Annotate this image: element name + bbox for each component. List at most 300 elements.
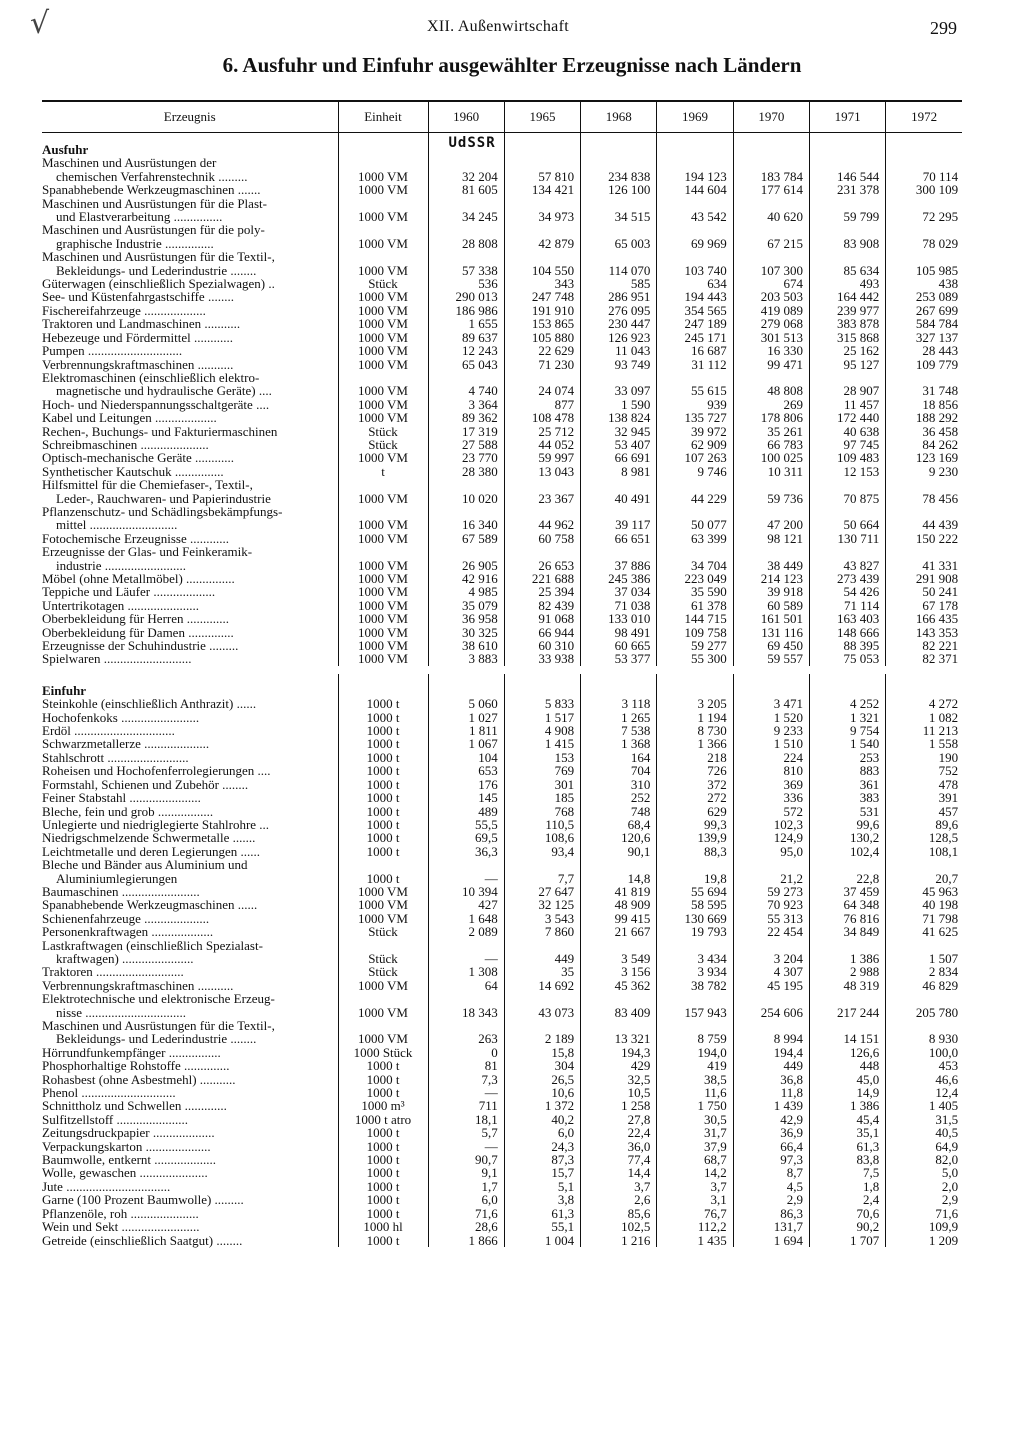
value-cell-1970: 3 204 xyxy=(733,939,809,966)
unit-cell: 1000 VM xyxy=(338,398,428,411)
table-row xyxy=(42,939,962,966)
value-cell-1969: 14,2 xyxy=(657,1166,733,1179)
value-cell-1972: 123 169 xyxy=(886,451,962,464)
running-head: XII. Außenwirtschaft xyxy=(427,18,569,35)
table-row xyxy=(42,1180,962,1193)
section-value-cell xyxy=(657,674,733,697)
section-unit-cell xyxy=(338,674,428,697)
table-row xyxy=(42,764,962,777)
value-cell-1969: 58 595 xyxy=(657,898,733,911)
value-cell-1972: 72 295 xyxy=(886,197,962,224)
unit-cell: t xyxy=(338,465,428,478)
value-cell-1960: 711 xyxy=(428,1099,504,1112)
value-cell-1965: 877 xyxy=(504,398,580,411)
product-name-line: Hörrundfunkempfänger ................ xyxy=(42,1044,221,1060)
value-cell-1965: 60 310 xyxy=(504,639,580,652)
unit-cell: 1000 t xyxy=(338,778,428,791)
unit-cell: 1000 VM xyxy=(338,992,428,1019)
unit-cell: 1000 VM xyxy=(338,626,428,639)
product-name-line: Oberbekleidung für Herren ............. xyxy=(42,611,229,627)
product-name-cell xyxy=(42,371,338,398)
data-table xyxy=(42,100,962,1247)
table-row xyxy=(42,599,962,612)
value-cell-1965: 2 189 xyxy=(504,1019,580,1046)
product-name-line: Spanabhebende Werkzeugmaschinen ....... xyxy=(42,182,261,198)
col-header-1968: 1968 xyxy=(581,101,657,133)
value-cell-1971: 109 483 xyxy=(809,451,885,464)
value-cell-1972: 478 xyxy=(886,778,962,791)
product-name-cell xyxy=(42,532,338,545)
value-cell-1960: — xyxy=(428,858,504,885)
value-cell-1960: 38 610 xyxy=(428,639,504,652)
product-name-cell xyxy=(42,545,338,572)
unit-cell: 1000 VM xyxy=(338,411,428,424)
section-header-row xyxy=(42,133,962,157)
unit-cell: 1000 VM xyxy=(338,156,428,183)
value-cell-1965: 108 478 xyxy=(504,411,580,424)
value-cell-1965: 105 880 xyxy=(504,331,580,344)
value-cell-1965: 108,6 xyxy=(504,831,580,844)
value-cell-1968: 32 945 xyxy=(581,425,657,438)
product-name-cell xyxy=(42,612,338,625)
value-cell-1971: 361 xyxy=(809,778,885,791)
value-cell-1970: 36,8 xyxy=(733,1073,809,1086)
value-cell-1972: 457 xyxy=(886,805,962,818)
value-cell-1969: 1 435 xyxy=(657,1234,733,1247)
table-row xyxy=(42,344,962,357)
value-cell-1965: 5 833 xyxy=(504,697,580,710)
value-cell-1968: 3,7 xyxy=(581,1180,657,1193)
product-name-line: Synthetischer Kautschuk ............... xyxy=(42,463,224,479)
value-cell-1971: 59 799 xyxy=(809,197,885,224)
value-cell-1970: 161 501 xyxy=(733,612,809,625)
value-cell-1971: 83,8 xyxy=(809,1153,885,1166)
product-name-line: Rechen-, Buchungs- und Fakturiermaschinen xyxy=(42,423,278,439)
product-name-line: Kabel und Leitungen ................... xyxy=(42,410,217,426)
value-cell-1969: 112,2 xyxy=(657,1220,733,1233)
value-cell-1965: 104 550 xyxy=(504,250,580,277)
product-name-cell xyxy=(42,1234,338,1247)
value-cell-1965: 221 688 xyxy=(504,572,580,585)
product-name-line: See- und Küstenfahrgastschiffe ........ xyxy=(42,289,234,305)
value-cell-1969: 223 049 xyxy=(657,572,733,585)
table-row xyxy=(42,465,962,478)
table-row xyxy=(42,1140,962,1153)
value-cell-1971: 70,6 xyxy=(809,1207,885,1220)
value-cell-1960: 42 916 xyxy=(428,572,504,585)
table-row xyxy=(42,1046,962,1059)
table-row xyxy=(42,398,962,411)
value-cell-1965: 1 415 xyxy=(504,737,580,750)
value-cell-1970: 4 307 xyxy=(733,965,809,978)
value-cell-1970: 107 300 xyxy=(733,250,809,277)
unit-cell: Stück xyxy=(338,425,428,438)
value-cell-1971: 25 162 xyxy=(809,344,885,357)
product-name-line: Bleche, fein und grob ................. xyxy=(42,803,214,819)
value-cell-1971: 37 459 xyxy=(809,885,885,898)
col-header-einheit: Einheit xyxy=(338,101,428,133)
product-name-line: Garne (100 Prozent Baumwolle) ......... xyxy=(42,1192,244,1208)
value-cell-1972: 188 292 xyxy=(886,411,962,424)
value-cell-1971: 35,1 xyxy=(809,1126,885,1139)
value-cell-1972: 8 930 xyxy=(886,1019,962,1046)
product-name-line: Pflanzenschutz- und Schädlingsbekämpfungs- xyxy=(42,503,283,519)
value-cell-1970: 22 454 xyxy=(733,925,809,938)
value-cell-1970: 1 510 xyxy=(733,737,809,750)
col-header-1960: 1960 xyxy=(428,101,504,133)
value-cell-1960: 89 362 xyxy=(428,411,504,424)
value-cell-1970: 97,3 xyxy=(733,1153,809,1166)
table-row xyxy=(42,358,962,371)
value-cell-1969: 62 909 xyxy=(657,438,733,451)
table-row xyxy=(42,925,962,938)
value-cell-1960: 28,6 xyxy=(428,1220,504,1233)
value-cell-1965: 1 517 xyxy=(504,711,580,724)
table-row xyxy=(42,1019,962,1046)
value-cell-1969: 55 615 xyxy=(657,371,733,398)
product-name-line: Maschinen und Ausrüstungen der xyxy=(42,155,217,171)
value-cell-1970: 16 330 xyxy=(733,344,809,357)
section-value-cell xyxy=(581,674,657,697)
unit-cell: Stück xyxy=(338,925,428,938)
value-cell-1969: 19 793 xyxy=(657,925,733,938)
table-row xyxy=(42,805,962,818)
value-cell-1969: 3,1 xyxy=(657,1193,733,1206)
col-header-1970: 1970 xyxy=(733,101,809,133)
value-cell-1970: 60 589 xyxy=(733,599,809,612)
product-name-cell xyxy=(42,1126,338,1139)
product-name-line: Maschinen und Ausrüstungen für die Textil-, xyxy=(42,1018,275,1033)
value-cell-1971: 130,2 xyxy=(809,831,885,844)
table-row xyxy=(42,965,962,978)
value-cell-1960: 28 808 xyxy=(428,223,504,250)
table-row xyxy=(42,572,962,585)
col-header-1971: 1971 xyxy=(809,101,885,133)
product-name-line: Baumaschinen ........................ xyxy=(42,883,200,899)
value-cell-1972: 71,6 xyxy=(886,1207,962,1220)
product-name-line: Phenol ............................. xyxy=(42,1085,176,1101)
value-cell-1968: 48 909 xyxy=(581,898,657,911)
value-cell-1965: 87,3 xyxy=(504,1153,580,1166)
value-cell-1965: 14 692 xyxy=(504,979,580,992)
value-cell-1968: 68,4 xyxy=(581,818,657,831)
value-cell-1971: 172 440 xyxy=(809,411,885,424)
value-cell-1960: 536 xyxy=(428,277,504,290)
table-header xyxy=(42,101,962,133)
value-cell-1971: 64 348 xyxy=(809,898,885,911)
value-cell-1969: 31,7 xyxy=(657,1126,733,1139)
value-cell-1968: 8 981 xyxy=(581,465,657,478)
value-cell-1960: 36 958 xyxy=(428,612,504,625)
value-cell-1968: 2,6 xyxy=(581,1193,657,1206)
value-cell-1968: 1 258 xyxy=(581,1099,657,1112)
value-cell-1965: 5,1 xyxy=(504,1180,580,1193)
value-cell-1960: 17 319 xyxy=(428,425,504,438)
value-cell-1969: 354 565 xyxy=(657,304,733,317)
value-cell-1972: 12,4 xyxy=(886,1086,962,1099)
value-cell-1968: 230 447 xyxy=(581,317,657,330)
table-row xyxy=(42,711,962,724)
product-name-cell xyxy=(42,1220,338,1233)
value-cell-1965: 134 421 xyxy=(504,183,580,196)
value-cell-1970: 449 xyxy=(733,1059,809,1072)
value-cell-1971: 1 386 xyxy=(809,1099,885,1112)
table-row xyxy=(42,778,962,791)
value-cell-1971: 273 439 xyxy=(809,572,885,585)
value-cell-1965: 4 908 xyxy=(504,724,580,737)
value-cell-1971: 4 252 xyxy=(809,697,885,710)
value-cell-1965: 15,8 xyxy=(504,1046,580,1059)
product-name-cell xyxy=(42,223,338,250)
value-cell-1965: 32 125 xyxy=(504,898,580,911)
product-name-line: Verpackungskarton .................... xyxy=(42,1138,211,1154)
unit-cell: 1000 t xyxy=(338,751,428,764)
product-name-cell xyxy=(42,331,338,344)
value-cell-1971: 102,4 xyxy=(809,845,885,858)
value-cell-1972: 143 353 xyxy=(886,626,962,639)
value-cell-1960: 5,7 xyxy=(428,1126,504,1139)
section-value-cell xyxy=(733,133,809,157)
value-cell-1971: 45,4 xyxy=(809,1113,885,1126)
product-name-cell xyxy=(42,344,338,357)
value-cell-1960: — xyxy=(428,1140,504,1153)
value-cell-1972: 253 089 xyxy=(886,290,962,303)
unit-cell: 1000 VM xyxy=(338,545,428,572)
value-cell-1970: 572 xyxy=(733,805,809,818)
value-cell-1968: 21 667 xyxy=(581,925,657,938)
table-row xyxy=(42,858,962,885)
value-cell-1971: 253 xyxy=(809,751,885,764)
value-cell-1970: 224 xyxy=(733,751,809,764)
value-cell-1972: 40,5 xyxy=(886,1126,962,1139)
value-cell-1969: 55 300 xyxy=(657,652,733,665)
value-cell-1972: 1 209 xyxy=(886,1234,962,1247)
value-cell-1971: 493 xyxy=(809,277,885,290)
value-cell-1968: 252 xyxy=(581,791,657,804)
value-cell-1971: 383 xyxy=(809,791,885,804)
value-cell-1960: 290 013 xyxy=(428,290,504,303)
col-header-erzeugnis: Erzeugnis xyxy=(163,109,216,125)
value-cell-1969: 3 934 xyxy=(657,965,733,978)
value-cell-1970: 269 xyxy=(733,398,809,411)
value-cell-1971: 9 754 xyxy=(809,724,885,737)
product-name-line: Oberbekleidung für Damen .............. xyxy=(42,624,234,640)
product-name-line: Hochofenkoks ........................ xyxy=(42,709,200,725)
product-name-cell xyxy=(42,478,338,505)
product-name-cell xyxy=(42,317,338,330)
value-cell-1969: 8 730 xyxy=(657,724,733,737)
value-cell-1968: 65 003 xyxy=(581,223,657,250)
value-cell-1960: 3 364 xyxy=(428,398,504,411)
value-cell-1968: 234 838 xyxy=(581,156,657,183)
value-cell-1971: 99,6 xyxy=(809,818,885,831)
unit-cell: 1000 VM xyxy=(338,572,428,585)
value-cell-1972: 9 230 xyxy=(886,465,962,478)
value-cell-1960: 1 308 xyxy=(428,965,504,978)
value-cell-1968: 41 819 xyxy=(581,885,657,898)
product-name-cell xyxy=(42,277,338,290)
unit-cell: 1000 t xyxy=(338,1073,428,1086)
value-cell-1960: — xyxy=(428,1086,504,1099)
value-cell-1965: 93,4 xyxy=(504,845,580,858)
value-cell-1969: 99,3 xyxy=(657,818,733,831)
value-cell-1968: 286 951 xyxy=(581,290,657,303)
table-row xyxy=(42,331,962,344)
product-name-cell xyxy=(42,1086,338,1099)
value-cell-1968: 1 590 xyxy=(581,398,657,411)
table-row xyxy=(42,612,962,625)
product-name-line: Wein und Sekt ........................ xyxy=(42,1219,200,1235)
value-cell-1971: 146 544 xyxy=(809,156,885,183)
value-cell-1960: 81 605 xyxy=(428,183,504,196)
product-name-line: Pflanzenöle, roh ..................... xyxy=(42,1205,199,1221)
value-cell-1970: 40 620 xyxy=(733,197,809,224)
product-name-line: industrie ......................... xyxy=(56,557,186,573)
value-cell-1969: 16 687 xyxy=(657,344,733,357)
value-cell-1969: 144 604 xyxy=(657,183,733,196)
value-cell-1972: 391 xyxy=(886,791,962,804)
value-cell-1965: 66 944 xyxy=(504,626,580,639)
unit-cell: 1000 t xyxy=(338,1180,428,1193)
value-cell-1969: 272 xyxy=(657,791,733,804)
product-name-cell xyxy=(42,898,338,911)
value-cell-1968: 66 691 xyxy=(581,451,657,464)
value-cell-1960: 89 637 xyxy=(428,331,504,344)
value-cell-1970: 203 503 xyxy=(733,290,809,303)
unit-cell: 1000 hl xyxy=(338,1220,428,1233)
value-cell-1965: 769 xyxy=(504,764,580,777)
value-cell-1969: 31 112 xyxy=(657,358,733,371)
table-row xyxy=(42,451,962,464)
value-cell-1970: 3 471 xyxy=(733,697,809,710)
value-cell-1968: 77,4 xyxy=(581,1153,657,1166)
value-cell-1971: 7,5 xyxy=(809,1166,885,1179)
value-cell-1968: 33 097 xyxy=(581,371,657,398)
section-gap xyxy=(42,666,962,674)
value-cell-1960: 427 xyxy=(428,898,504,911)
table-body xyxy=(42,133,962,1247)
value-cell-1968: 14,8 xyxy=(581,858,657,885)
value-cell-1971: 883 xyxy=(809,764,885,777)
product-name-line: Erzeugnisse der Glas- und Feinkeramik- xyxy=(42,544,253,560)
value-cell-1969: 1 366 xyxy=(657,737,733,750)
table-row xyxy=(42,1113,962,1126)
product-name-line: Niedrigschmelzende Schwermetalle ....... xyxy=(42,830,256,846)
section-value-cell xyxy=(504,674,580,697)
value-cell-1971: 22,8 xyxy=(809,858,885,885)
value-cell-1971: 50 664 xyxy=(809,505,885,532)
unit-cell: 1000 VM xyxy=(338,532,428,545)
product-name-line: Verbrennungskraftmaschinen ........... xyxy=(42,356,234,372)
table-row xyxy=(42,979,962,992)
value-cell-1971: 71 114 xyxy=(809,599,885,612)
product-name-line: Personenkraftwagen ................... xyxy=(42,924,214,940)
value-cell-1960: 10 020 xyxy=(428,478,504,505)
value-cell-1960: 1 027 xyxy=(428,711,504,724)
unit-cell: 1000 VM xyxy=(338,599,428,612)
value-cell-1960: 12 243 xyxy=(428,344,504,357)
value-cell-1970: 810 xyxy=(733,764,809,777)
value-cell-1969: 9 746 xyxy=(657,465,733,478)
unit-cell: 1000 t xyxy=(338,711,428,724)
value-cell-1968: 1 368 xyxy=(581,737,657,750)
product-name-line: Fotochemische Erzeugnisse ............ xyxy=(42,530,230,546)
value-cell-1972: 267 699 xyxy=(886,304,962,317)
unit-cell: 1000 t xyxy=(338,845,428,858)
value-cell-1970: 8,7 xyxy=(733,1166,809,1179)
value-cell-1968: 60 665 xyxy=(581,639,657,652)
section-value-cell xyxy=(657,133,733,157)
value-cell-1968: 93 749 xyxy=(581,358,657,371)
value-cell-1971: 448 xyxy=(809,1059,885,1072)
unit-cell: 1000 m³ xyxy=(338,1099,428,1112)
value-cell-1965: 34 973 xyxy=(504,197,580,224)
value-cell-1972: 108,1 xyxy=(886,845,962,858)
value-cell-1972: 100,0 xyxy=(886,1046,962,1059)
section-value-cell xyxy=(809,674,885,697)
value-cell-1972: 82 221 xyxy=(886,639,962,652)
value-cell-1960: 3 883 xyxy=(428,652,504,665)
value-cell-1971: 1 321 xyxy=(809,711,885,724)
product-name-cell xyxy=(42,791,338,804)
value-cell-1972: 109,9 xyxy=(886,1220,962,1233)
value-cell-1965: 27 647 xyxy=(504,885,580,898)
unit-cell: 1000 VM xyxy=(338,639,428,652)
value-cell-1972: 105 985 xyxy=(886,250,962,277)
product-name-line: Zeitungsdruckpapier ................... xyxy=(42,1125,215,1141)
value-cell-1970: 36,9 xyxy=(733,1126,809,1139)
product-name-cell xyxy=(42,965,338,978)
value-cell-1972: 128,5 xyxy=(886,831,962,844)
col-header-1972: 1972 xyxy=(886,101,962,133)
value-cell-1969: 59 277 xyxy=(657,639,733,652)
value-cell-1960: 1 648 xyxy=(428,912,504,925)
value-cell-1960: 71,6 xyxy=(428,1207,504,1220)
value-cell-1969: 726 xyxy=(657,764,733,777)
value-cell-1965: 26,5 xyxy=(504,1073,580,1086)
value-cell-1970: 178 806 xyxy=(733,411,809,424)
product-name-line: Wolle, gewaschen ..................... xyxy=(42,1165,208,1181)
value-cell-1970: 21,2 xyxy=(733,858,809,885)
value-cell-1972: 28 443 xyxy=(886,344,962,357)
value-cell-1965: 247 748 xyxy=(504,290,580,303)
value-cell-1969: 1 750 xyxy=(657,1099,733,1112)
value-cell-1972: 438 xyxy=(886,277,962,290)
product-name-cell xyxy=(42,1019,338,1046)
product-name-line: Feiner Stabstahl ...................... xyxy=(42,790,201,806)
product-name-cell xyxy=(42,290,338,303)
product-name-cell xyxy=(42,639,338,652)
product-name-cell xyxy=(42,925,338,938)
value-cell-1970: 131 116 xyxy=(733,626,809,639)
value-cell-1969: 939 xyxy=(657,398,733,411)
value-cell-1960: 10 394 xyxy=(428,885,504,898)
value-cell-1970: 67 215 xyxy=(733,223,809,250)
value-cell-1971: 231 378 xyxy=(809,183,885,196)
value-cell-1969: 11,6 xyxy=(657,1086,733,1099)
value-cell-1972: 291 908 xyxy=(886,572,962,585)
value-cell-1960: 186 986 xyxy=(428,304,504,317)
product-name-line: Jute ................................ xyxy=(42,1178,171,1194)
product-name-cell xyxy=(42,358,338,371)
product-name-cell xyxy=(42,398,338,411)
product-name-line: Schienenfahrzeuge .................... xyxy=(42,910,210,926)
unit-cell: 1000 t xyxy=(338,831,428,844)
product-name-cell xyxy=(42,1113,338,1126)
product-name-line: Bekleidungs- und Lederindustrie ........ xyxy=(56,262,257,278)
section-header-row xyxy=(42,674,962,697)
table-row xyxy=(42,652,962,665)
